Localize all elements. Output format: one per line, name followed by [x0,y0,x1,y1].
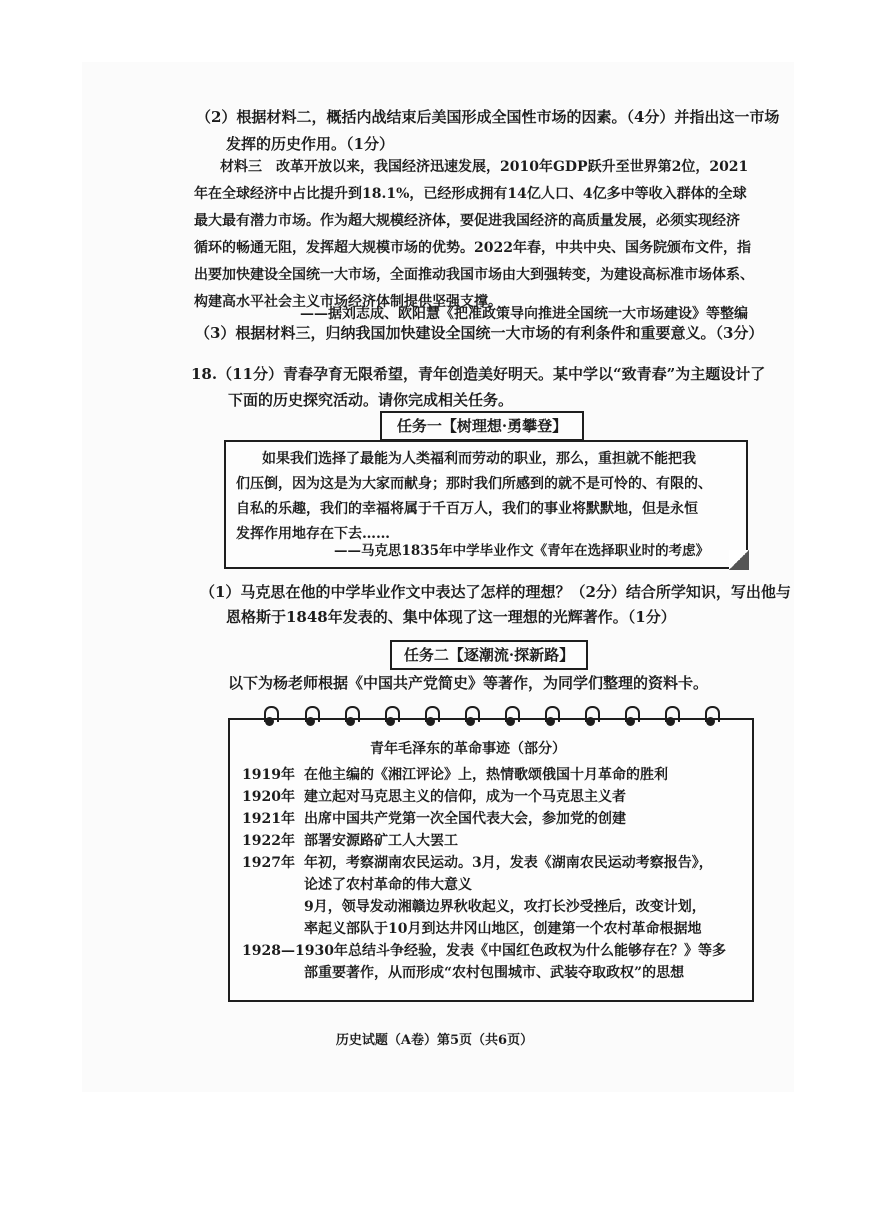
event-text: 9月，领导发动湘赣边界秋收起义，攻打长沙受挫后，改变计划， [304,899,706,915]
event-text: 年初，考察湖南农民运动。3月，发表《湖南农民运动考察报告》， [304,855,713,871]
quote-line: 们压倒，因为这是为大家而献身；那时我们所感到的就不是可怜的、有限的、 [236,476,712,492]
binder-ring-icon [384,706,398,728]
material-3-line: 构建高水平社会主义市场经济体制提供坚强支撑。 [194,294,502,310]
binder-ring-icon [464,706,478,728]
event-year: 1919年 [242,767,295,783]
page-footer: 历史试题（A卷）第5页（共6页） [335,1033,534,1048]
event-text: 出席中国共产党第一次全国代表大会，参加党的创建 [304,811,626,827]
binder-ring-icon [624,706,638,728]
event-text: 在他主编的《湘江评论》上，热情歌颂俄国十月革命的胜利 [304,767,668,783]
material-card [228,718,754,1002]
event-year: 1927年 [242,855,295,871]
question-17-2-line2: 发挥的历史作用。（1分） [226,135,394,153]
binder-ring-icon [424,706,438,728]
question-18-line2: 下面的历史探究活动。请你完成相关任务。 [228,391,514,409]
task-1-title: 任务一【树理想·勇攀登】 [380,411,584,441]
quote-line: 如果我们选择了最能为人类福利而劳动的职业，那么，重担就不能把我 [262,451,696,467]
event-year: 1921年 [242,811,295,827]
material-3-line: 循环的畅通无阻，发挥超大规模市场的优势。2022年春，中共中央、国务院颁布文件，指 [194,240,751,256]
quote-line: 自私的乐趣，我们的幸福将属于千百万人，我们的事业将默默地，但是永恒 [236,501,698,517]
task-1-question-line2: 恩格斯于1848年发表的、集中体现了这一理想的光辉著作。（1分） [226,608,676,626]
event-year: 1928—1930年 [242,943,348,959]
task-2-intro: 以下为杨老师根据《中国共产党简史》等著作，为同学们整理的资料卡。 [228,674,709,692]
event-text: 部重要著作，从而形成“农村包围城市、武装夺取政权”的思想 [304,965,685,981]
binder-ring-icon [704,706,718,728]
binder-ring-icon [344,706,358,728]
question-18-line1: 18.（11分）青春孕育无限希望，青年创造美好明天。某中学以“致青春”为主题设计了 [191,365,766,383]
binder-ring-icon [263,706,277,728]
event-text: 率起义部队于10月到达井冈山地区，创建第一个农村革命根据地 [304,921,702,937]
binder-ring-icon [584,706,598,728]
question-17-2-line1: （2）根据材料二，概括内战结束后美国形成全国性市场的因素。（4分）并指出这一市场 [196,108,780,126]
question-17-3: （3）根据材料三，归纳我国加快建设全国统一大市场的有利条件和重要意义。（3分） [195,324,764,342]
quote-source: ——马克思1835年中学毕业作文《青年在选择职业时的考虑》 [334,543,710,559]
event-text: 论述了农村革命的伟大意义 [304,877,472,893]
card-title: 青年毛泽东的革命事迹（部分） [370,741,566,757]
binder-ring-icon [544,706,558,728]
page-fold-corner [729,550,749,570]
event-year: 1922年 [242,833,295,849]
material-3-source: ——据刘志成、欧阳慧《把准政策导向推进全国统一大市场建设》等整编 [300,306,748,322]
event-text: 部署安源路矿工人大罢工 [304,833,458,849]
material-3-line: 材料三 改革开放以来，我国经济迅速发展，2010年GDP跃升至世界第2位，2021 [220,159,749,175]
binder-ring-icon [504,706,518,728]
material-3-line: 最大最有潜力市场。作为超大规模经济体，要促进我国经济的高质量发展，必须实现经济 [194,213,740,229]
event-text: 总结斗争经验，发表《中国红色政权为什么能够存在？》等多 [348,943,726,959]
binder-ring-icon [304,706,318,728]
binder-ring-icon [664,706,678,728]
quote-line: 发挥作用地存在下去…… [236,526,390,542]
material-3-line: 出要加快建设全国统一大市场，全面推动我国市场由大到强转变，为建设高标准市场体系、 [194,267,754,283]
event-year: 1920年 [242,789,295,805]
marx-quote-box [224,440,748,569]
event-text: 建立起对马克思主义的信仰，成为一个马克思主义者 [304,789,626,805]
material-3-line: 年在全球经济中占比提升到18.1%，已经形成拥有14亿人口、4亿多中等收入群体的全球 [194,186,747,202]
task-2-title: 任务二【逐潮流·探新路】 [390,640,588,670]
task-1-question-line1: （1）马克思在他的中学毕业作文中表达了怎样的理想？（2分）结合所学知识，写出他与 [200,583,791,601]
